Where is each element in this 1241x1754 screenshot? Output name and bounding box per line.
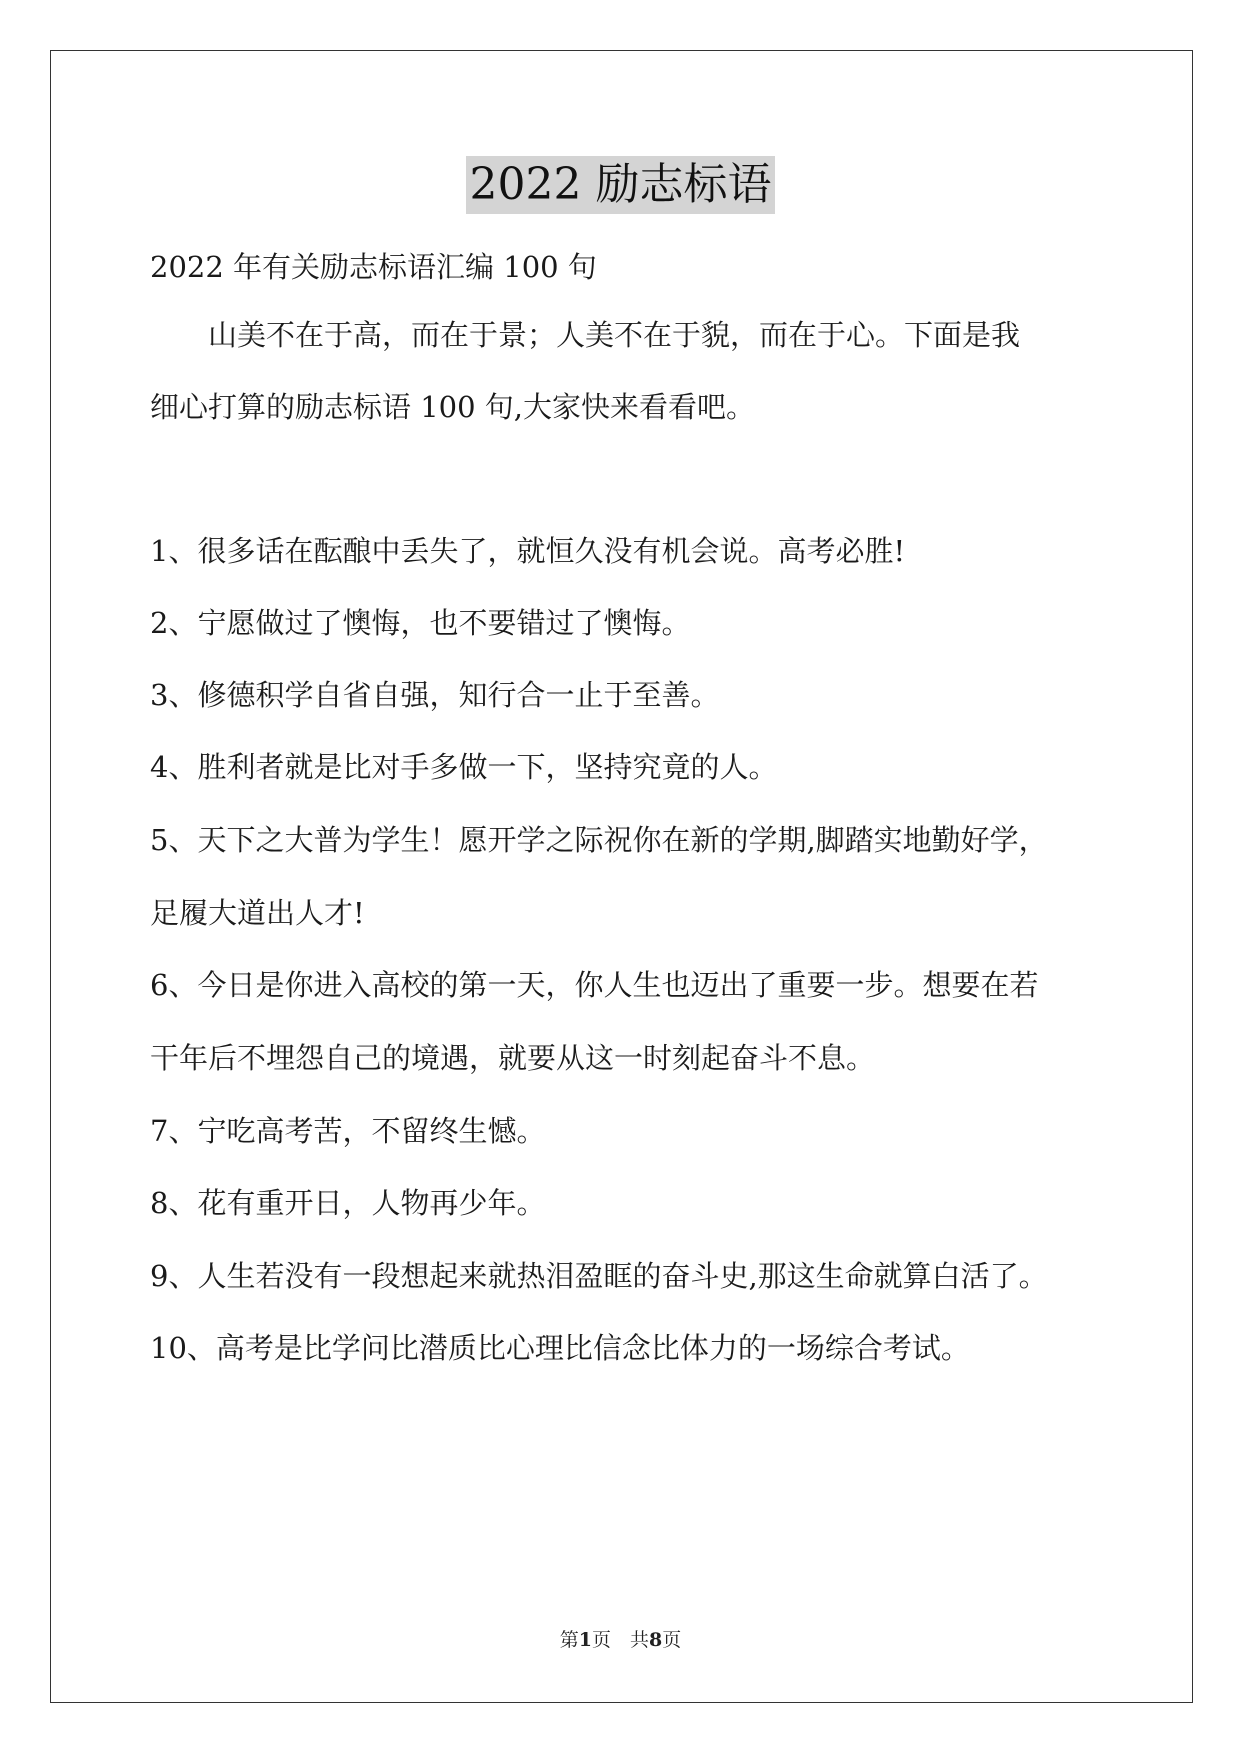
list-item: 3、修德积学自省自强，知行合一止于至善。 — [150, 678, 720, 712]
list-item: 4、胜利者就是比对手多做一下，坚持究竟的人。 — [150, 750, 778, 784]
list-item: 7、宁吃高考苦，不留终生憾。 — [150, 1114, 546, 1148]
list-item: 10、高考是比学问比潜质比心理比信念比体力的一场综合考试。 — [150, 1331, 970, 1365]
list-item-continuation: 干年后不埋怨自己的境遇，就要从这一时刻起奋斗不息。 — [150, 1041, 876, 1075]
list-item: 8、花有重开日，人物再少年。 — [150, 1186, 546, 1220]
list-item-continuation: 足履大道出人才! — [150, 896, 365, 930]
footer-prefix: 第 — [559, 1629, 579, 1651]
list-item: 6、今日是你进入高校的第一天，你人生也迈出了重要一步。想要在若 — [150, 968, 1039, 1002]
list-item: 2、宁愿做过了懊悔，也不要错过了懊悔。 — [150, 606, 691, 640]
intro-line-1: 山美不在于高，而在于景；人美不在于貌，而在于心。下面是我 — [150, 318, 1021, 352]
list-item: 1、很多话在酝酿中丢失了，就恒久没有机会说。高考必胜! — [150, 534, 906, 568]
subtitle: 2022 年有关励志标语汇编 100 句 — [150, 250, 597, 284]
footer-suffix: 页 — [662, 1629, 682, 1651]
list-item: 5、天下之大普为学生！愿开学之际祝你在新的学期,脚踏实地勤好学， — [150, 823, 1048, 857]
page-border — [50, 50, 1193, 1703]
footer-mid: 页 共 — [591, 1629, 649, 1651]
intro-line-2: 细心打算的励志标语 100 句,大家快来看看吧。 — [150, 390, 756, 424]
current-page-number: 1 — [578, 1629, 592, 1651]
total-page-count: 8 — [649, 1629, 663, 1651]
document-title: 2022 励志标语 — [466, 156, 776, 214]
title-container — [0, 156, 1241, 214]
page-number-footer — [0, 1625, 1241, 1652]
list-item: 9、人生若没有一段想起来就热泪盈眶的奋斗史,那这生命就算白活了。 — [150, 1259, 1048, 1293]
